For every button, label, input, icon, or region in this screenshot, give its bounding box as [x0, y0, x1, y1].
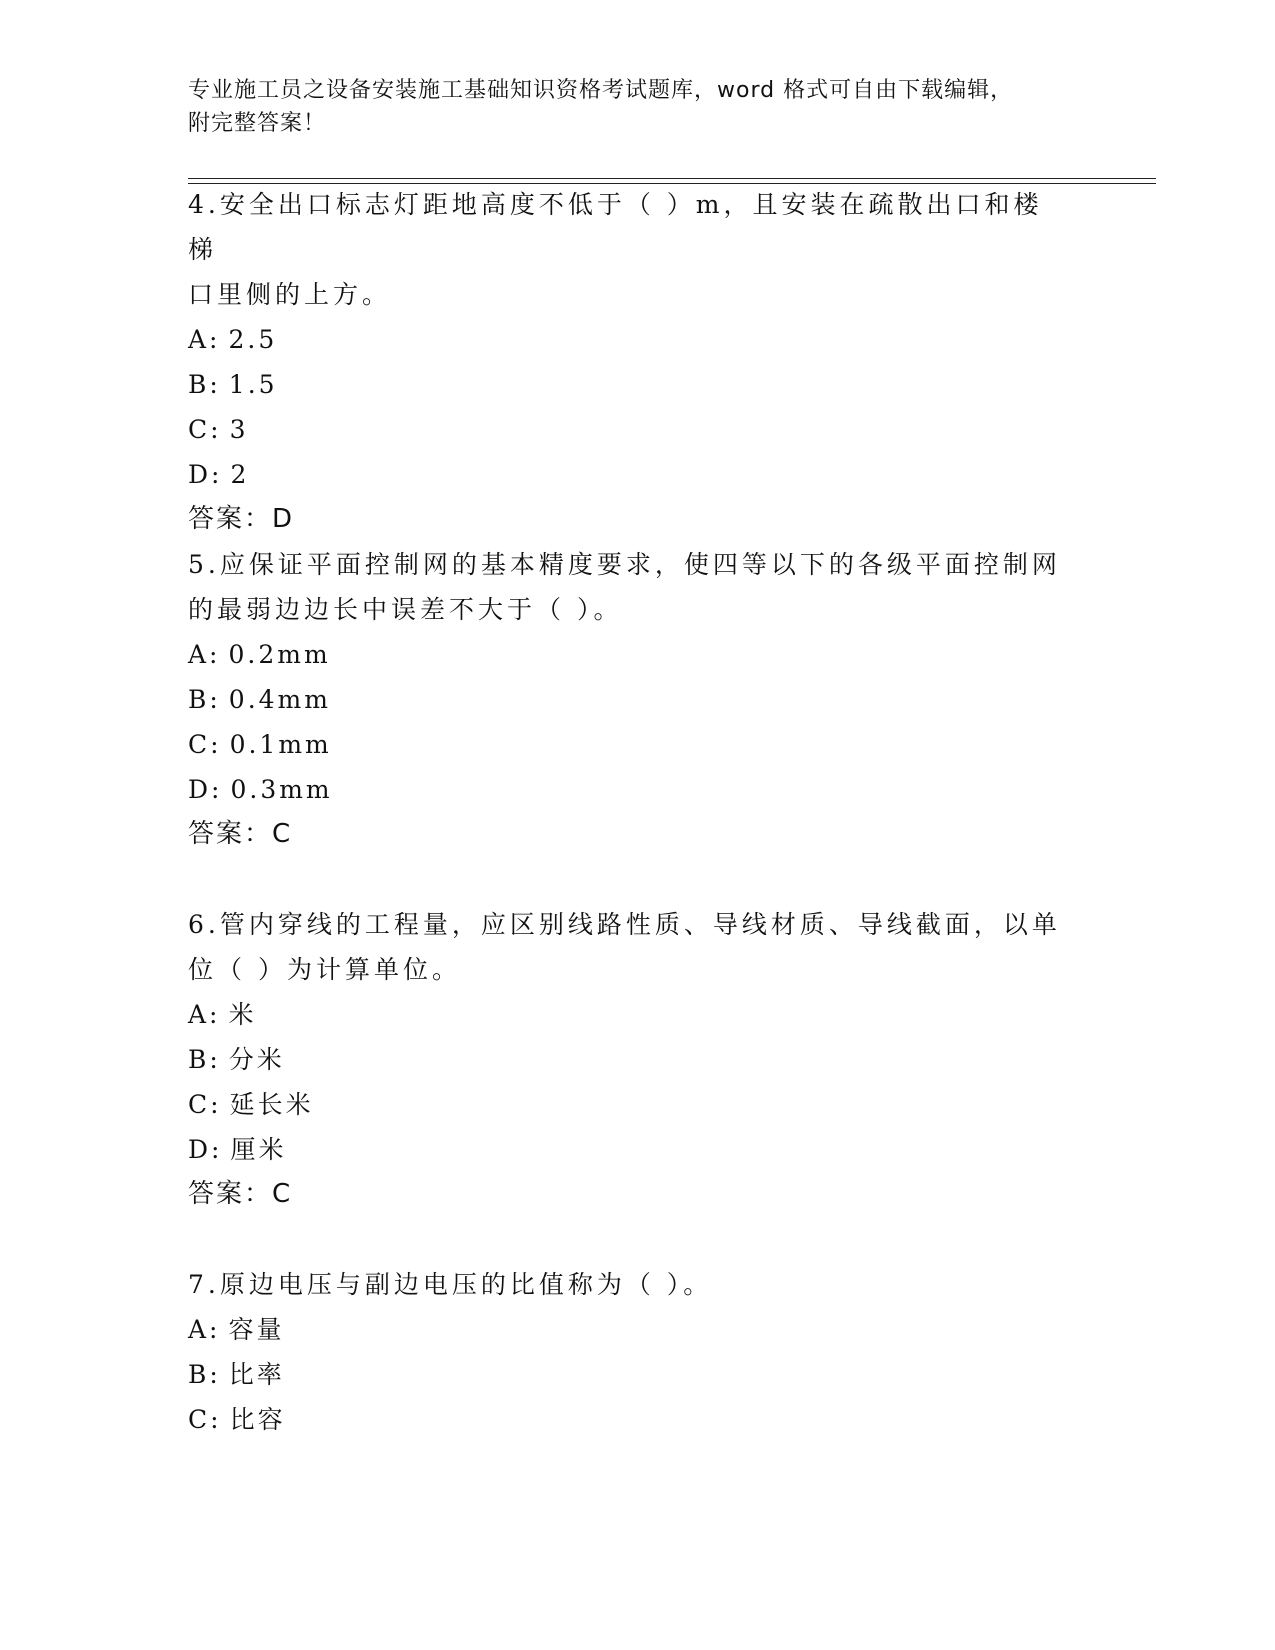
option-b: B: 1.5 — [188, 370, 278, 399]
option-b: B: 0.4mm — [188, 685, 331, 714]
question-text: 6.管内穿线的工程量，应区别线路性质、导线材质、导线截面，以单 — [188, 910, 1061, 939]
option-d: D: 2 — [188, 460, 250, 489]
question-4 — [188, 182, 1068, 542]
question-text-continued: 口里侧的上方。 — [188, 280, 392, 309]
question-text: 7.原边电压与副边电压的比值称为（ ）。 — [188, 1270, 713, 1299]
answer: 答案：D — [188, 504, 295, 534]
option-a: A: 米 — [188, 1000, 257, 1029]
header-line-2: 附完整答案！ — [188, 111, 327, 136]
document-header — [188, 74, 1068, 140]
answer: 答案：C — [188, 819, 293, 849]
option-a: A: 容量 — [188, 1315, 285, 1344]
question-text-continued: 位（ ）为计算单位。 — [188, 955, 461, 984]
option-b: B: 分米 — [188, 1045, 285, 1074]
header-divider-top — [188, 178, 1156, 179]
option-c: C: 比容 — [188, 1405, 286, 1434]
option-c: C: 延长米 — [188, 1090, 314, 1119]
option-c: C: 0.1mm — [188, 730, 332, 759]
option-c: C: 3 — [188, 415, 249, 444]
header-line-1: 专业施工员之设备安装施工基础知识资格考试题库，word 格式可自由下载编辑， — [188, 78, 1014, 103]
question-6 — [188, 902, 1068, 1217]
option-b: B: 比率 — [188, 1360, 285, 1389]
question-text: 4.安全出口标志灯距地高度不低于（ ）m，且安装在疏散出口和楼梯 — [188, 190, 1043, 264]
option-a: A: 0.2mm — [188, 640, 331, 669]
question-text-continued: 的最弱边边长中误差不大于（ ）。 — [188, 595, 623, 624]
option-d: D: 0.3mm — [188, 775, 333, 804]
question-text: 5.应保证平面控制网的基本精度要求，使四等以下的各级平面控制网 — [188, 550, 1061, 579]
option-a: A: 2.5 — [188, 325, 278, 354]
answer: 答案：C — [188, 1179, 293, 1209]
question-5 — [188, 542, 1068, 857]
question-7 — [188, 1262, 1068, 1442]
option-d: D: 厘米 — [188, 1135, 287, 1164]
